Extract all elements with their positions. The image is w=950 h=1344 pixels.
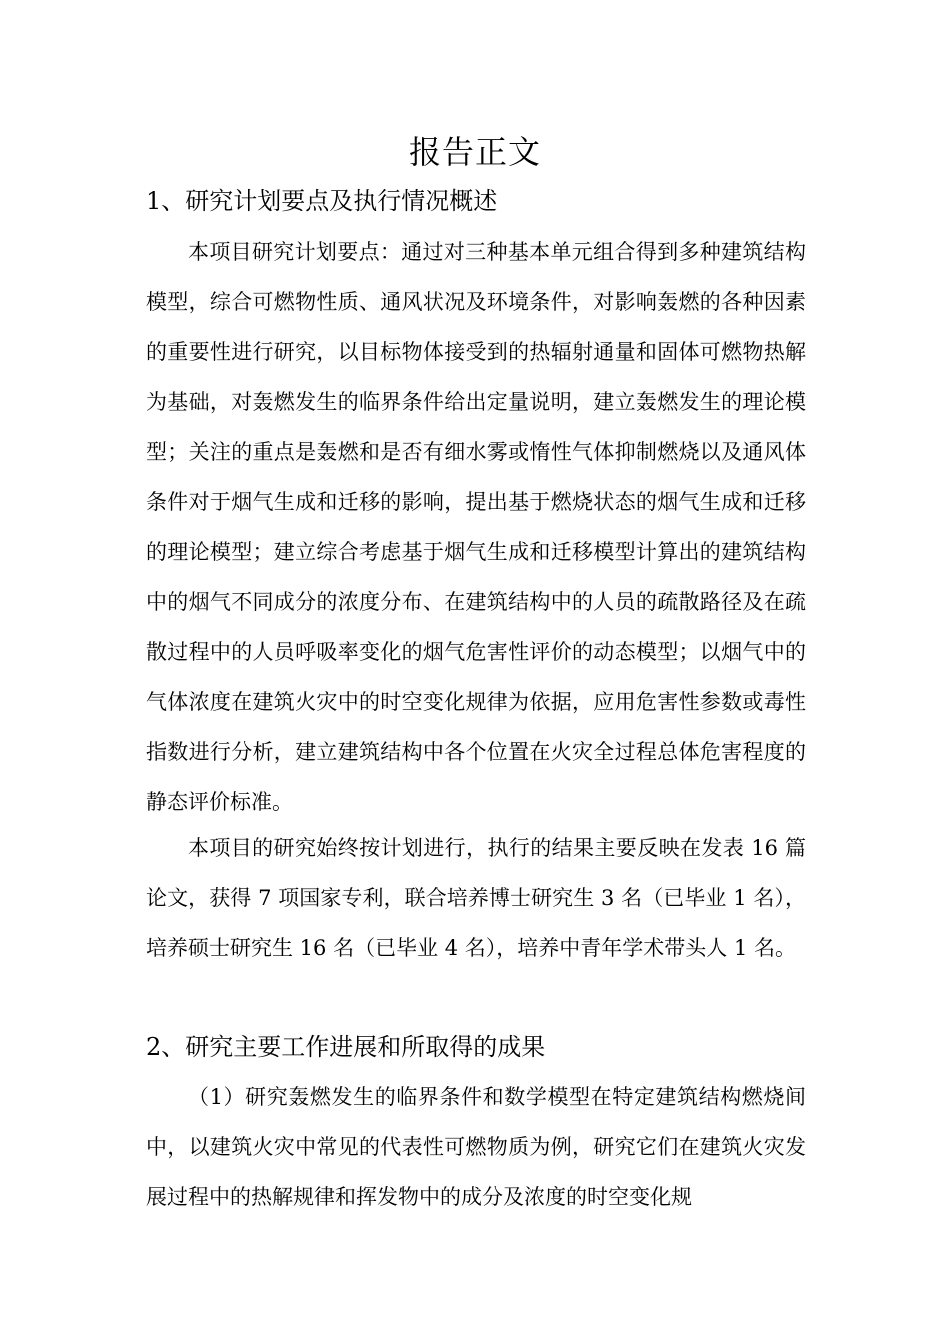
paragraph-progress: （1）研究轰燃发生的临界条件和数学模型在特定建筑结构燃烧间中，以建筑火灾中常见的代表性可燃物质为例，研究它们在建筑火灾发展过程中的热解规律和挥发物中的成分及浓度的时空变化规 [146, 1085, 806, 1209]
page-title: 报告正文 [408, 133, 541, 171]
paragraph-research-plan: 本项目研究计划要点：通过对三种基本单元组合得到多种建筑结构模型，综合可燃物性质、通风状况及环境条件，对影响轰燃的各种因素的重要性进行研究，以目标物体接受到的热辐射通量和固体可燃物热解为基础，对轰燃发生的临界条件给出定量说明，建立轰燃发生的理论模型；关注的重点是轰燃和是否有细水雾或惰性气体抑制燃烧以及通风体条件对于烟气生成和迁移的影响，提出基于燃烧状态的烟气生成和迁移的理论模型；建立综合考虑基于烟气生成和迁移模型计算出的建筑结构中的烟气不同成分的浓度分布、在建筑结构中的人员的疏散路径及在疏散过程中的人员呼吸率变化的烟气危害性评价的动态模型；以烟气中的气体浓度在建筑火灾中的时空变化规律为依据，应用危害性参数或毒性指数进行分析，建立建筑结构中各个位置在火灾全过程总体危害程度的静态评价标准。 [146, 240, 806, 814]
section-heading-2: 2、研究主要工作进展和所取得的成果 [146, 1033, 546, 1061]
paragraph-execution-results: 本项目的研究始终按计划进行，执行的结果主要反映在发表 16 篇论文，获得 7 项国家专利，联合培养博士研究生 3 名（已毕业 1 名），培养硕士研究生 16 名（已毕业 4 名），培养中青年学术带头人 1 名。 [146, 836, 806, 960]
section-heading-1: 1、研究计划要点及执行情况概述 [146, 187, 498, 215]
